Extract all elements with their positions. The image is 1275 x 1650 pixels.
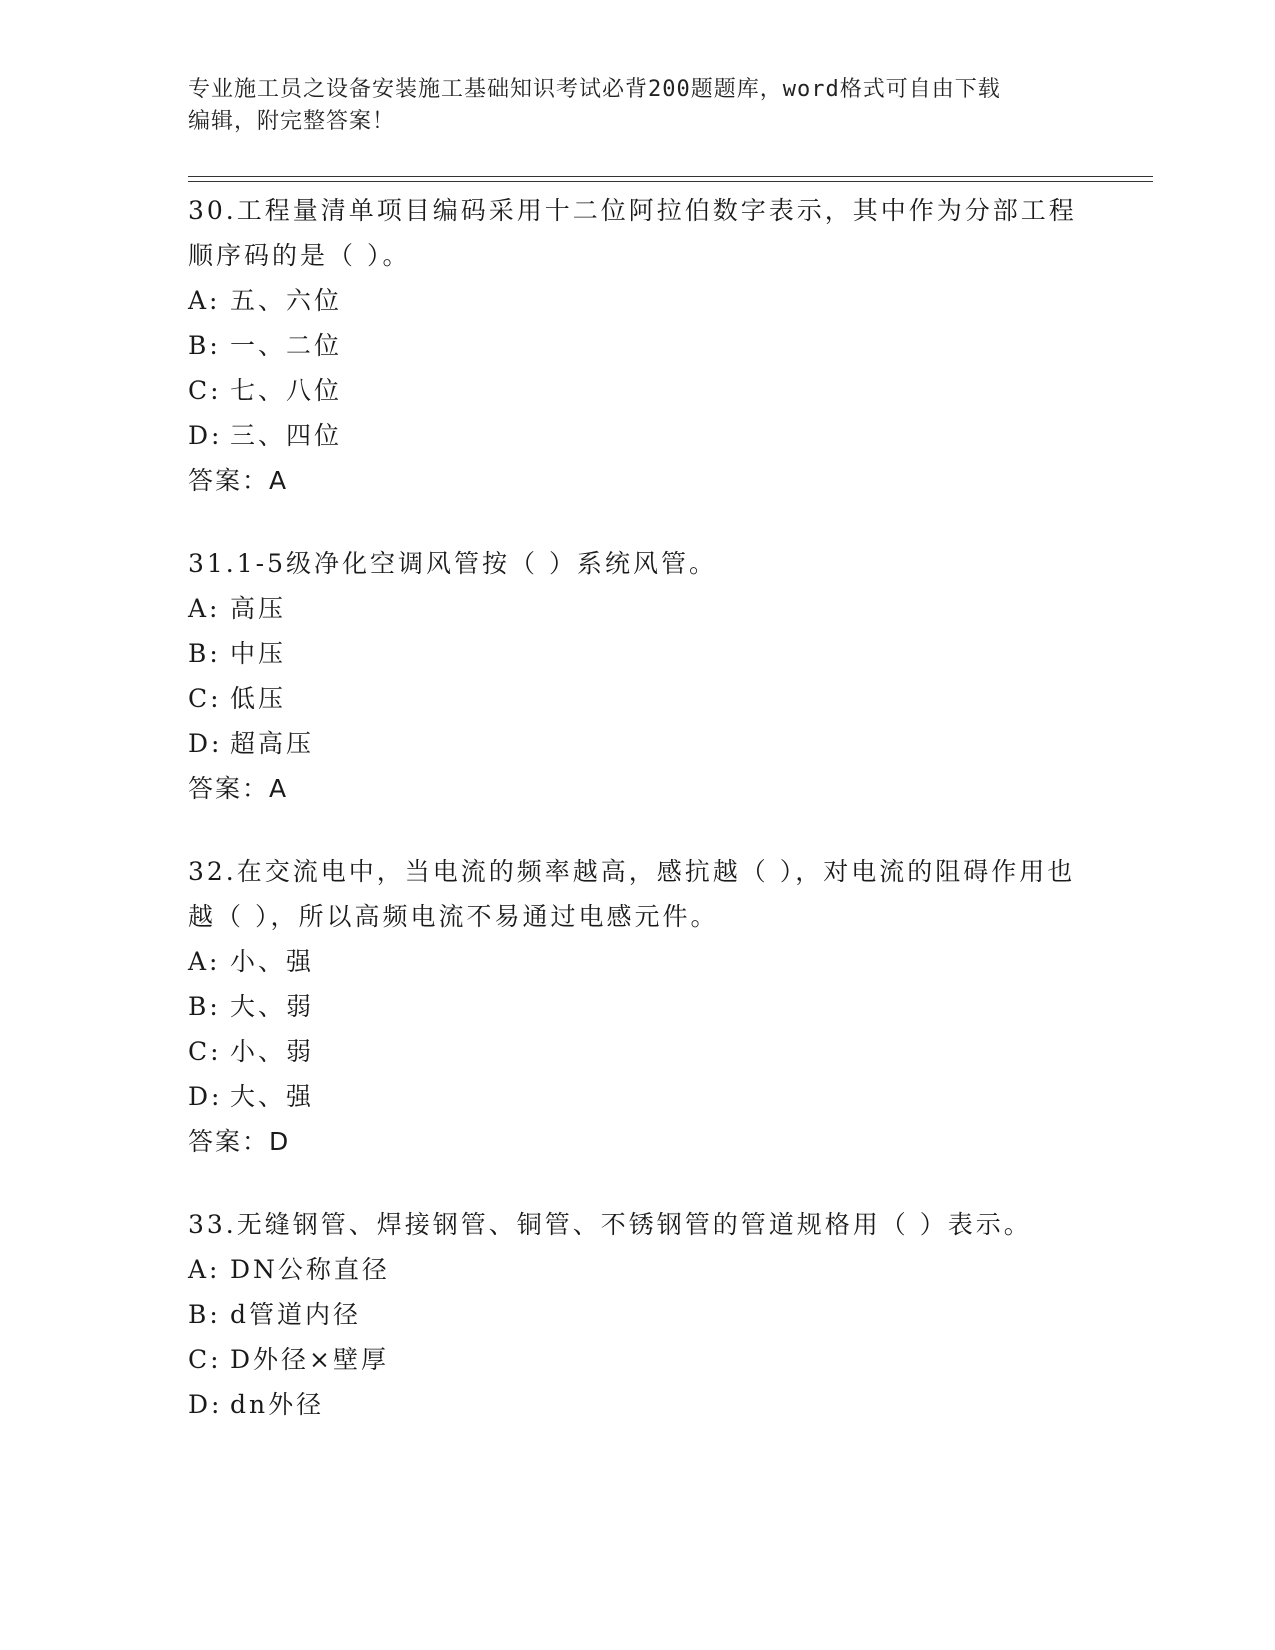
option-d — [188, 721, 1088, 766]
option-a — [188, 939, 1088, 984]
option-letter: D: — [188, 421, 223, 450]
option-text: 一、二位 — [230, 331, 343, 360]
option-letter: B: — [188, 331, 221, 360]
option-b — [188, 631, 1088, 676]
option-text: D外径×壁厚 — [230, 1345, 389, 1374]
option-text: 大、强 — [230, 1082, 315, 1111]
option-text: 七、八位 — [230, 376, 343, 405]
option-text: 高压 — [230, 594, 287, 623]
answer-line: 答案：A — [188, 774, 289, 803]
option-d — [188, 1382, 1088, 1427]
option-letter: B: — [188, 1300, 221, 1329]
question-33 — [188, 1200, 1088, 1427]
option-text: 大、弱 — [230, 992, 315, 1021]
option-letter: D: — [188, 1082, 223, 1111]
option-a — [188, 1247, 1088, 1292]
option-c — [188, 1029, 1088, 1074]
option-b — [188, 1292, 1088, 1337]
option-letter: A: — [188, 286, 221, 315]
question-stem: 30.工程量清单项目编码采用十二位阿拉伯数字表示，其中作为分部工程顺序码的是（ ）。 — [188, 196, 1077, 270]
option-d — [188, 413, 1088, 458]
question-32 — [188, 847, 1088, 1164]
option-text: 低压 — [230, 684, 287, 713]
option-letter: C: — [188, 376, 222, 405]
option-text: 超高压 — [230, 729, 315, 758]
option-letter: C: — [188, 1345, 222, 1374]
option-letter: C: — [188, 1037, 222, 1066]
header-divider-top — [188, 176, 1153, 177]
option-text: 小、弱 — [230, 1037, 315, 1066]
option-letter: A: — [188, 947, 221, 976]
document-header — [188, 74, 1068, 138]
option-d — [188, 1074, 1088, 1119]
option-letter: B: — [188, 639, 221, 668]
option-letter: A: — [188, 1255, 221, 1284]
question-30 — [188, 186, 1088, 503]
header-title-line-1: 专业施工员之设备安装施工基础知识考试必背200题题库，word格式可自由下载 — [188, 77, 1001, 102]
option-c — [188, 368, 1088, 413]
answer-line: 答案：D — [188, 1127, 291, 1156]
question-stem: 31.1-5级净化空调风管按（ ）系统风管。 — [188, 549, 717, 578]
question-list — [188, 186, 1088, 1463]
option-text: 三、四位 — [230, 421, 343, 450]
option-text: 中压 — [230, 639, 287, 668]
question-stem: 33.无缝钢管、焊接钢管、铜管、不锈钢管的管道规格用（ ）表示。 — [188, 1210, 1032, 1239]
option-letter: A: — [188, 594, 221, 623]
question-stem: 32.在交流电中，当电流的频率越高，感抗越（ ），对电流的阻碍作用也越（ ），所以高频电流不易通过电感元件。 — [188, 857, 1076, 931]
header-title-line-2: 编辑，附完整答案！ — [188, 109, 396, 134]
option-letter: D: — [188, 729, 223, 758]
header-divider-bottom — [188, 181, 1153, 182]
option-letter: B: — [188, 992, 221, 1021]
option-text: dn外径 — [230, 1390, 325, 1419]
option-letter: D: — [188, 1390, 223, 1419]
option-text: DN公称直径 — [230, 1255, 390, 1284]
option-text: 五、六位 — [230, 286, 343, 315]
option-text: 小、强 — [230, 947, 315, 976]
option-b — [188, 984, 1088, 1029]
option-letter: C: — [188, 684, 222, 713]
option-a — [188, 586, 1088, 631]
option-c — [188, 676, 1088, 721]
option-b — [188, 323, 1088, 368]
option-text: d管道内径 — [230, 1300, 362, 1329]
option-a — [188, 278, 1088, 323]
answer-line: 答案：A — [188, 466, 289, 495]
option-c — [188, 1337, 1088, 1382]
question-31 — [188, 539, 1088, 811]
